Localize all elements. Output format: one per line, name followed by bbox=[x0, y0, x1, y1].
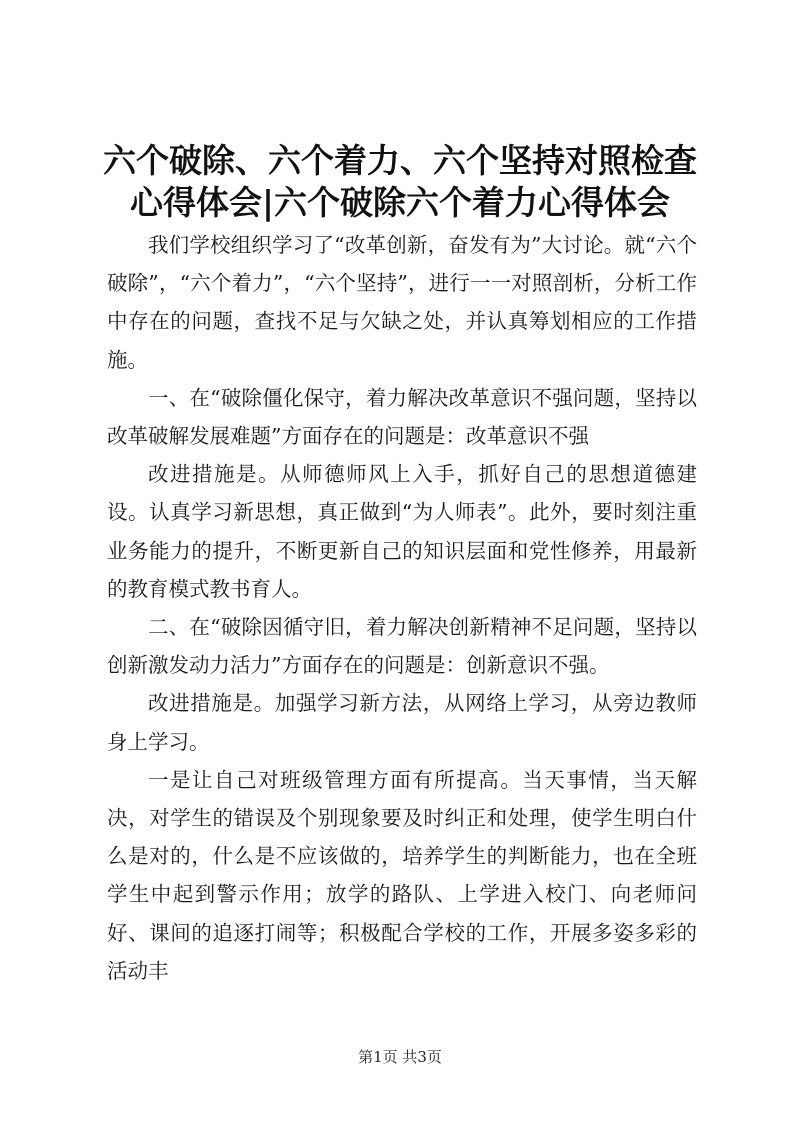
page-number-footer: 第1页 共3页 bbox=[358, 1048, 442, 1066]
paragraph-measures-2: 改进措施是。加强学习新方法，从网络上学习，从旁边教师身上学习。 bbox=[107, 691, 697, 754]
paragraph-section-1: 一、在“破除僵化保守，着力解决改革意识不强问题，坚持以改革破解发展难题”方面存在的问题是：改革意识不强 bbox=[107, 385, 697, 449]
paragraph-measures-1: 改进措施是。从师德师风上入手，抓好自己的思想道德建设。认真学习新思想，真正做到“为人师表”。此外，要时刻注重业务能力的提升，不断更新自己的知识层面和党性修养，用最新的教育模式教书育人。 bbox=[107, 462, 697, 601]
paragraph-section-2: 二、在“破除因循守旧，着力解决创新精神不足问题，坚持以创新激发动力活力”方面存在的问题是：创新意识不强。 bbox=[107, 615, 697, 678]
paragraph-point-1: 一是让自己对班级管理方面有所提高。当天事情，当天解决，对学生的错误及个别现象要及时纠正和处理，使学生明白什么是对的，什么是不应该做的，培养学生的判断能力，也在全班学生中起到警示作用；放学的路队、上学进入校门、向老师问好、课间的追逐打闹等；积极配合学校的工作，开展多姿多彩的活动丰 bbox=[107, 767, 697, 983]
paragraph-intro: 我们学校组织学习了“改革创新，奋发有为”大讨论。就“六个破除”，“六个着力”，“六个坚持”，进行一一对照剖析，分析工作中存在的问题，查找不足与欠缺之处，并认真筹划相应的工作措施。 bbox=[107, 233, 697, 372]
document-title: 六个破除、六个着力、六个坚持对照检查心得体会|六个破除六个着力心得体会 bbox=[103, 141, 697, 222]
document-body bbox=[107, 226, 697, 990]
